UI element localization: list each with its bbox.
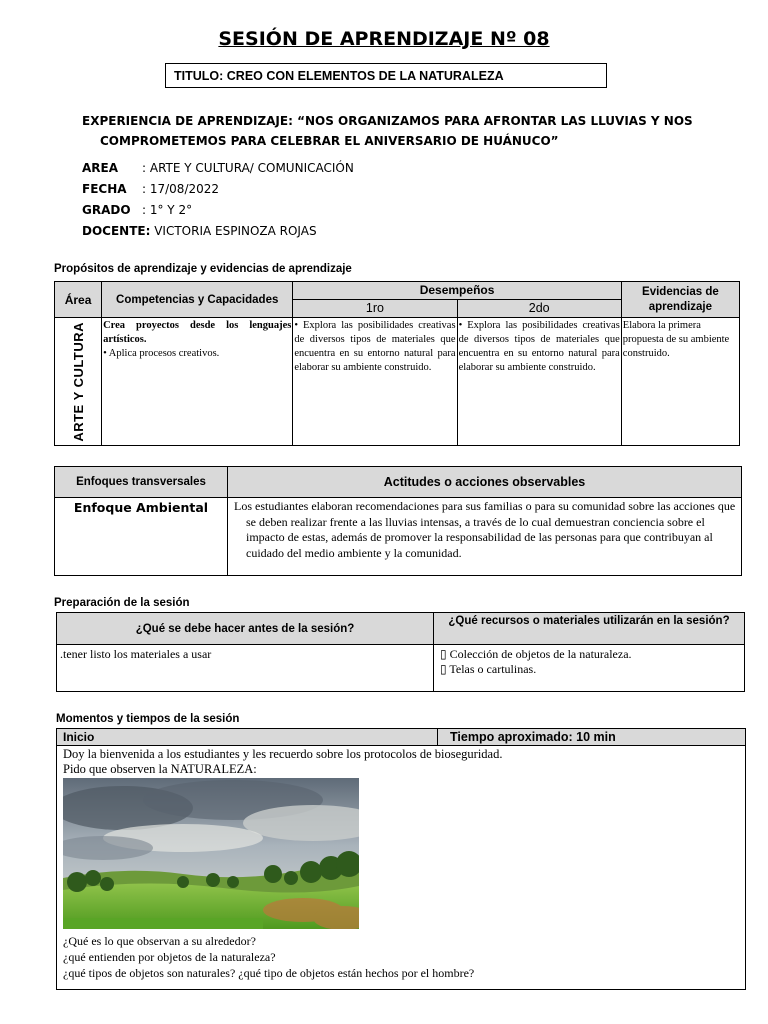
area-label: AREA (82, 161, 119, 175)
experiencia-line1: “NOS ORGANIZAMOS PARA AFRONTAR LAS LLUVIAS Y NOS (292, 114, 693, 128)
col-actitudes: Actitudes o acciones observables (228, 467, 742, 498)
col-desempenos: Desempeños (293, 282, 621, 300)
inicio-line2: Pido que observen la NATURALEZA: (63, 762, 257, 776)
momentos-label: Momentos y tiempos de la sesión (56, 713, 240, 725)
page-title: SESIÓN DE APRENDIZAJE Nº 08 (218, 28, 550, 50)
area-cell (55, 318, 102, 446)
question-3: ¿qué tipos de objetos son naturales? ¿qué tipo de objetos están hechos por el hombre? (63, 966, 475, 980)
col-enfoques: Enfoques transversales (55, 467, 228, 498)
nature-landscape-image (63, 778, 359, 929)
question-2: ¿qué entienden por objetos de la naturaleza? (63, 950, 276, 964)
info-block (82, 158, 354, 242)
preparacion-label: Preparación de la sesión (54, 597, 190, 609)
grado-label: GRADO (82, 203, 131, 217)
inicio-line1: Doy la bienvenida a los estudiantes y les recuerdo sobre los protocolos de bioseguridad. (63, 747, 503, 761)
desempeno-1ro-cell: • Explora las posibilidades creativas de diversos tipos de materiales que encuentra en su entorno natural para elaborar su ambiente construido. (293, 318, 457, 446)
col-evidencias: Evidencias de aprendizaje (621, 282, 739, 318)
col-antes: ¿Qué se debe hacer antes de la sesión? (57, 613, 434, 645)
propositos-table (54, 281, 740, 446)
recurso-item (440, 647, 738, 662)
capacidad-text: • Aplica procesos creativos. (103, 348, 220, 359)
actitud-cell (228, 498, 742, 576)
recursos-cell (434, 645, 745, 692)
experiencia-line2: COMPROMETEMOS PARA CELEBRAR EL ANIVERSARIO DE HUÁNUCO” (100, 134, 559, 148)
grado-value: : 1° Y 2° (142, 203, 193, 217)
col-area: Área (55, 282, 102, 318)
session-title-box: TITULO: CREO CON ELEMENTOS DE LA NATURALEZA (165, 63, 607, 88)
recurso-text: Telas o cartulinas. (449, 662, 537, 676)
col-1ro: 1ro (293, 300, 457, 318)
col-recursos: ¿Qué recursos o materiales utilizarán en la sesión? (434, 613, 745, 645)
docente-value: VICTORIA ESPINOZA ROJAS (150, 224, 317, 238)
recurso-text: Colección de objetos de la naturaleza. (449, 647, 632, 661)
evidencia-cell: Elabora la primera propuesta de su ambiente construido. (621, 318, 739, 446)
experiencia-block (82, 111, 702, 151)
docente-label: DOCENTE: (82, 224, 151, 238)
desempeno-2do-cell: • Explora las posibilidades creativas de diversos tipos de materiales que encuentra en su entorno natural para elaborar su ambiente construido. (457, 318, 621, 446)
inicio-cell: Inicio (57, 729, 438, 746)
fecha-label: FECHA (82, 182, 127, 196)
col-competencias: Competencias y Capacidades (102, 282, 293, 318)
checkbox-icon: ▯ (440, 647, 447, 661)
competencia-cell (102, 318, 293, 446)
antes-cell: .tener listo los materiales a usar (57, 645, 434, 692)
experiencia-label: EXPERIENCIA DE APRENDIZAJE: (82, 114, 293, 128)
area-vertical-label: ARTE Y CULTURA (70, 321, 86, 442)
enfoques-table (54, 466, 742, 576)
competencia-text: Crea proyectos desde los lenguajes artísticos. (103, 320, 292, 345)
enfoque-cell: Enfoque Ambiental (55, 498, 228, 576)
propositos-label: Propósitos de aprendizaje y evidencias de aprendizaje (54, 263, 352, 275)
question-1: ¿Qué es lo que observan a su alrededor? (63, 934, 256, 948)
preparacion-table (56, 612, 745, 692)
actitud-text: Los estudiantes elaboran recomendaciones para sus familias o para su comunidad sobre las acciones que se deben realizar frente a las lluvias intensas, a través de lo cual demuestran conciencia sobre el impacto de estas, además de promover la responsabilidad de las personas para que contribuyan al cuidado del medio ambiente y la comunidad. (234, 499, 736, 560)
fecha-value: : 17/08/2022 (142, 182, 220, 196)
recurso-item (440, 662, 738, 677)
tiempo-cell: Tiempo aproximado: 10 min (438, 729, 746, 746)
col-2do: 2do (457, 300, 621, 318)
area-value: : ARTE Y CULTURA/ COMUNICACIÓN (142, 161, 354, 175)
checkbox-icon: ▯ (440, 662, 447, 676)
